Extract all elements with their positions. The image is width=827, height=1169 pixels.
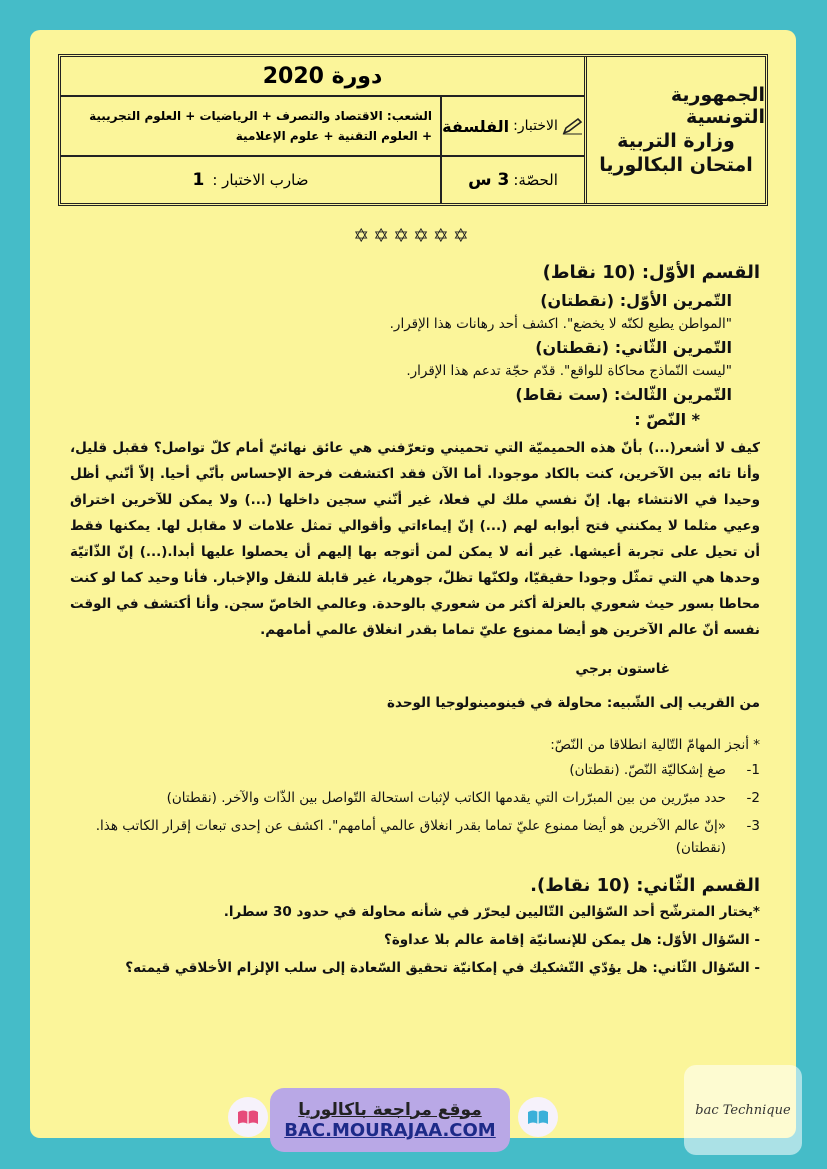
subject-label: الاختبار: bbox=[513, 118, 558, 134]
site-name-ar[interactable]: موقع مراجعة باكالوريا bbox=[298, 1099, 482, 1120]
subject-name: الفلسفة bbox=[442, 116, 510, 136]
bac-technique-badge: bac Technique bbox=[684, 1065, 802, 1155]
exam-content bbox=[70, 262, 760, 988]
exercise2-text: "ليست النّماذج محاكاة للواقع". قدّم حجّة تدعم هذا الإقرار. bbox=[406, 363, 732, 379]
duration-value: 3 س bbox=[468, 170, 510, 190]
exam-info-block bbox=[61, 57, 584, 203]
subject-cell bbox=[440, 97, 584, 155]
part1-title: القسم الأوّل: (10 نقاط) bbox=[542, 262, 760, 283]
task-item bbox=[70, 815, 760, 859]
task-number: 3- bbox=[746, 818, 760, 834]
part2-title: القسم الثّاني: (10 نقاط). bbox=[530, 875, 760, 896]
branches-line-1: الشعب: الاقتصاد والتصرف + الرياضيات + العلوم التجريبية bbox=[89, 109, 432, 123]
stars-separator: ✡✡✡✡✡✡ bbox=[353, 225, 473, 247]
task-text: حدد مبرّرين من بين المبرّرات التي يقدمها الكاتب لإثبات استحالة التّواصل بين الذّات والآخر. (نقطتان) bbox=[166, 790, 726, 806]
tasks-block bbox=[70, 737, 760, 859]
part2-instruction: *يختار المترشّح أحد السّؤالين التّاليين ليحرّر في شأنه محاولة في حدود 30 سطرا. bbox=[223, 904, 760, 920]
site-banner[interactable] bbox=[270, 1088, 510, 1152]
text-source: من القريب إلى الشّبيه: محاولة في فينومينولوجيا الوحدة bbox=[387, 695, 760, 711]
exercise2-title: التّمرين الثّاني: (نقطتان) bbox=[535, 338, 732, 357]
text-label: * النّصّ : bbox=[634, 410, 700, 429]
task-text: «إنّ عالم الآخرين هو أيضا ممنوع عليّ تماما بقدر انغلاق عالمي أمامهم". اكشف عن إحدى تبعات إقرار الكاتب هذا. (نقطتان) bbox=[95, 818, 726, 856]
question-2: - السّؤال الثّاني: هل يؤدّي التّشكيك في إمكانيّة تحقيق السّعادة إلى سلب الإلزام الأخلاقي قيمته؟ bbox=[125, 960, 760, 976]
exercise1-title: التّمرين الأوّل: (نقطتان) bbox=[540, 291, 732, 310]
duration-cell bbox=[440, 157, 584, 203]
site-logo-right bbox=[518, 1097, 558, 1137]
country-name: الجمهورية التونسية bbox=[670, 84, 765, 128]
task-number: 1- bbox=[746, 762, 760, 778]
exam-name: امتحان البكالوريا bbox=[599, 154, 753, 176]
task-item bbox=[70, 759, 760, 781]
tasks-intro: * أنجز المهامّ التّالية انطلاقا من النّصّ: bbox=[550, 737, 760, 753]
task-item bbox=[70, 787, 760, 809]
task-text: صغ إشكاليّة النّصّ. (نقطتان) bbox=[569, 762, 726, 778]
question-1: - السّؤال الأوّل: هل يمكن للإنسانيّة إقامة عالم بلا عداوة؟ bbox=[383, 932, 760, 948]
subject-row bbox=[61, 97, 584, 157]
site-logo-left bbox=[228, 1097, 268, 1137]
book-icon bbox=[236, 1108, 260, 1126]
exam-paper bbox=[30, 30, 796, 1138]
branches-line-2: + العلوم التقنية + علوم الإعلامية bbox=[235, 129, 432, 143]
coefficient-cell bbox=[61, 157, 440, 203]
institution-block bbox=[584, 57, 765, 203]
session-row bbox=[61, 57, 584, 97]
text-author: غاستون برجي bbox=[575, 661, 670, 677]
coefficient-value: 1 bbox=[192, 170, 205, 190]
ministry-name: وزارة التربية bbox=[617, 130, 735, 152]
exercise1-text: "المواطن يطيع لكنّه لا يخضع". اكشف أحد رهانات هذا الإقرار. bbox=[389, 316, 732, 332]
duration-label: الحصّة: bbox=[513, 171, 558, 189]
text-body: كيف لا أشعر(...) بأنّ هذه الحميميّة التي تحميني وتعرّفني هي عائق نهائيّ أمام كلّ تواصل؟ فقبل قليل، وأنا تائه بين الآخرين، كنت بالكاد موجودا. أما الآن فقد اكتشفت فرحة الإحساس بأنّي أحيا. إلاّ أنّني أظل وحيدا في الانتشاء بها. إنّ نفسي ملك لي فعلا، غير أنّني سجين داخلها (...) ولا يمكن للآخرين اختراق وعيي مثلما لا يمكنني فتح أبوابه لهم (...) إنّ إيماءاتي وأقوالي تمثل علامات لا مقابل لها. يمكنها فقط أن تحيل على تجربة أعيشها. غير أنه لا يمكن لمن أتوجه بها إليهم أن يحصلوا عليها أبدا.(...) إنّ الذّاتيّة وحدها هي التي تمثّل وجودا حقيقيّا، ولكنّها تظلّ، جوهريا، غير قابلة للنقل والإخبار. فأنا وحيد كما لو كنت محاطا بسور حيث شعوري بالعزلة أكثر من شعوري بالوحدة. وعالمي الخاصّ سجن. وأنا أكتشف في الوقت نفسه أنّ عالم الآخرين هو أيضا ممنوع عليّ تماما بقدر انغلاق عالمي أمامهم. bbox=[70, 440, 760, 638]
task-number: 2- bbox=[746, 790, 760, 806]
exercise3-title: التّمرين الثّالث: (ست نقاط) bbox=[515, 385, 732, 404]
session-label: دورة 2020 bbox=[262, 63, 383, 89]
exam-header bbox=[58, 54, 768, 206]
duration-row bbox=[61, 157, 584, 203]
pen-icon bbox=[562, 117, 584, 135]
site-url[interactable]: BAC.MOURAJAA.COM bbox=[284, 1119, 496, 1141]
book-icon bbox=[526, 1108, 550, 1126]
coefficient-label: ضارب الاختبار : bbox=[212, 171, 309, 189]
branches-cell bbox=[61, 97, 440, 155]
